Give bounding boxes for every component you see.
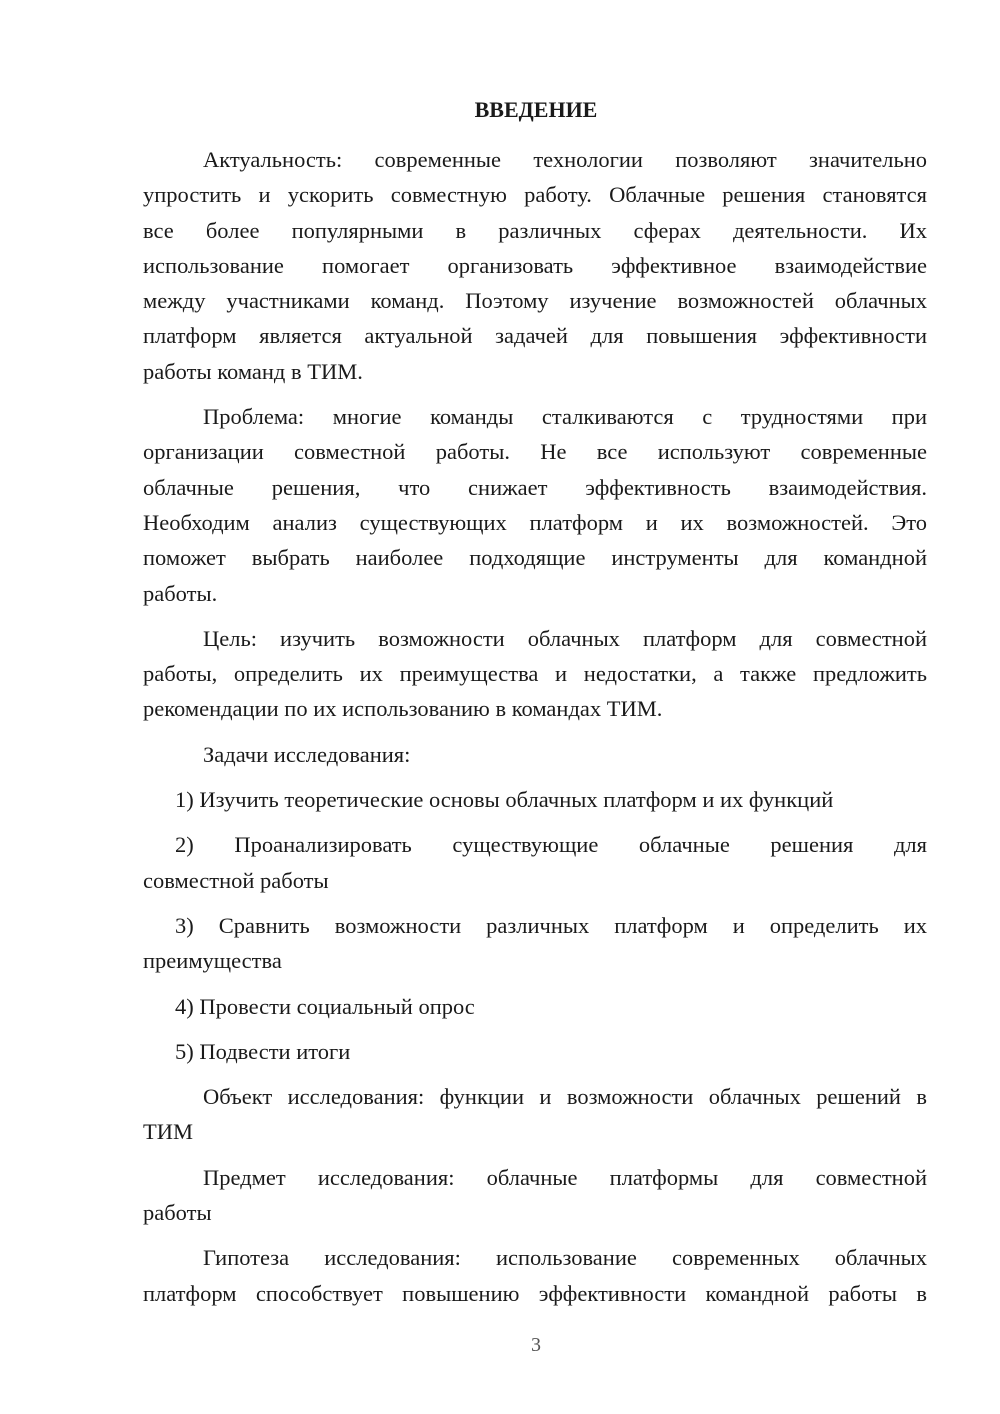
text-line: работы, определить их преимущества и недостатки, а также предложить [143,661,927,687]
text-line: платформ является актуальной задачей для повышения эффективности [143,323,927,349]
list-item [143,1034,927,1069]
text-line: 4) Провести социальный опрос [175,993,475,1019]
paragraph [143,1079,927,1150]
text-line: 2) Проанализировать существующие облачные решения для [175,832,927,858]
paragraph [143,142,927,389]
text-line: Предмет исследования: облачные платформы для совместной [203,1164,927,1190]
text-line: Цель: изучить возможности облачных платформ для совместной [203,625,927,651]
text-line: 1) Изучить теоретические основы облачных платформ и их функций [175,787,834,813]
text-line: 3) Сравнить возможности различных платформ и определить их [175,912,927,938]
text-line: Проблема: многие команды сталкиваются с трудностями при [203,404,927,430]
text-line: работы. [143,580,218,606]
document-body [143,142,927,1321]
paragraph [143,1240,927,1311]
list-item [143,782,927,817]
text-line: рекомендации по их использованию в командах ТИМ. [143,696,663,722]
paragraph [143,399,927,611]
text-line: между участниками команд. Поэтому изучение возможностей облачных [143,288,927,314]
text-line: Объект исследования: функции и возможности облачных решений в [203,1084,927,1110]
text-line: работы команд в ТИМ. [143,358,363,384]
page-number: 3 [531,1334,541,1356]
text-line: работы [143,1200,212,1226]
section-title: ВВЕДЕНИЕ [474,97,598,122]
text-line: платформ способствует повышению эффективности командной работы в [143,1280,927,1306]
text-line: Гипотеза исследования: использование современных облачных [203,1245,927,1271]
text-line: использование помогает организовать эффективное взаимодействие [143,252,927,278]
text-line: упростить и ускорить совместную работу. Облачные решения становятся [143,182,927,208]
paragraph [143,1160,927,1231]
list-item [143,989,927,1024]
text-line: преимущества [143,948,282,974]
text-line: Необходим анализ существующих платформ и их возможностей. Это [143,509,927,535]
text-line: организации совместной работы. Не все используют современные [143,439,927,465]
text-line: Актуальность: современные технологии позволяют значительно [203,147,927,172]
text-line: ТИМ [143,1119,193,1145]
text-line: 5) Подвести итоги [175,1038,351,1064]
text-line: поможет выбрать наиболее подходящие инструменты для командной [143,545,927,571]
text-line: облачные решения, что снижает эффективность взаимодействия. [143,474,927,500]
text-line: совместной работы [143,867,329,893]
paragraph [143,621,927,727]
paragraph [143,737,927,772]
list-item [143,827,927,898]
list-item [143,908,927,979]
text-line: Задачи исследования: [203,741,411,767]
text-line: все более популярными в различных сферах деятельности. Их [143,217,927,243]
